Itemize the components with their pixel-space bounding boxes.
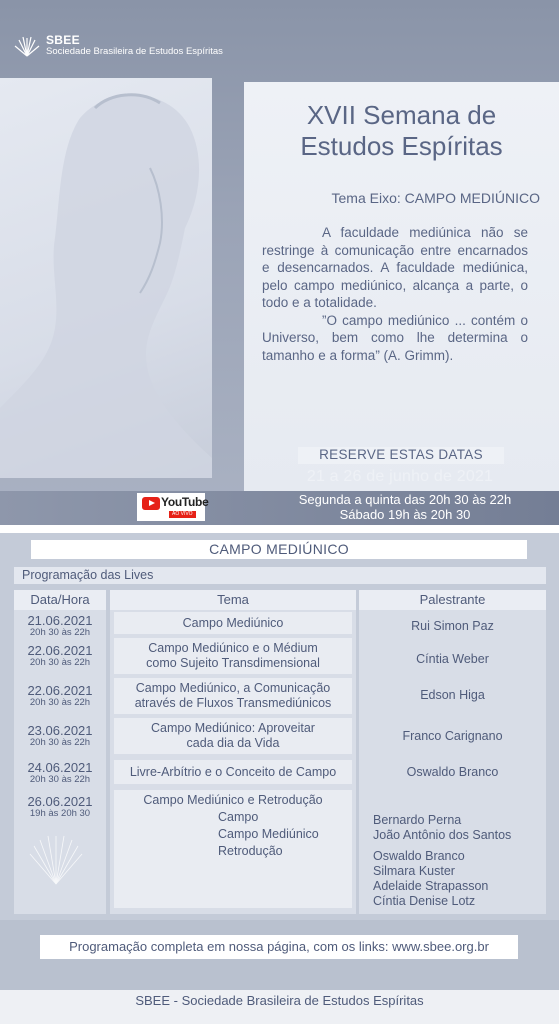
sbee-logo: [14, 34, 223, 58]
row-hour: 20h 30 às 22h: [29, 774, 91, 785]
table-row-speaker: Rui Simon Paz: [411, 619, 494, 633]
sbee-star-icon: [14, 34, 40, 58]
speaker-name: Bernardo Perna: [373, 813, 462, 827]
description: [262, 224, 528, 364]
title-line-2: Estudos Espíritas: [300, 131, 503, 161]
title-line-1: XVII Semana de: [306, 100, 497, 130]
table-row-speaker: Cíntia Weber: [416, 652, 489, 666]
portrait-silhouette: [0, 78, 212, 478]
row-tema-line: Campo Mediúnico, a Comunicação: [135, 681, 331, 695]
program-label: Programação das Lives: [14, 567, 546, 584]
grimm-quote: ”O campo mediúnico ... contém o Universo, bem como lhe determina o tamanho e a forma” (A. Grimm).: [262, 312, 528, 363]
youtube-play-icon: [142, 497, 160, 510]
row-date: 24.06.2021: [27, 760, 93, 775]
youtube-live-label: AO VIVO: [169, 511, 196, 518]
tema-eixo: Tema Eixo: CAMPO MEDIÚNICO: [331, 190, 540, 206]
table-row-date: [14, 761, 106, 785]
row-tema-line: Livre-Arbítrio e o Conceito de Campo: [129, 764, 337, 779]
row-date: 22.06.2021: [27, 683, 93, 698]
speaker-name: Oswaldo Branco: [373, 849, 465, 863]
row-tema-line: Campo Mediúnico: Aproveitar: [151, 721, 315, 735]
speaker-name: Adelaide Strapasson: [373, 879, 489, 893]
schedule-line-1: Segunda a quinta das 20h 30 às 22h: [298, 492, 512, 507]
youtube-wordmark: YouTube: [161, 495, 209, 509]
row-tema-line: através de Fluxos Transmediúnicos: [134, 696, 332, 710]
table-row-tema: [114, 760, 352, 784]
table-row-tema: [114, 638, 352, 674]
description-paragraph: A faculdade mediúnica não se restringe à comunicação entre encarnados e desencarnados. A faculdade mediúnica, pelo campo mediúnico, alcança a parte, o todo e a totalidade.: [262, 225, 528, 310]
row-tema-sub: Campo Mediúnico: [218, 827, 319, 841]
row-tema-line: cada dia da Vida: [186, 736, 280, 750]
speaker-name: Silmara Kuster: [373, 864, 455, 878]
row-tema-sub: Retrodução: [218, 844, 283, 858]
table-row-speaker: Franco Carignano: [402, 729, 503, 743]
event-dates: 21 a 26 de junho de 2021: [306, 468, 494, 485]
row-tema-line: Campo Mediúnico: [182, 615, 284, 630]
row-tema-line: Campo Mediúnico e o Médium: [148, 641, 318, 655]
reserve-label: RESERVE ESTAS DATAS: [319, 447, 483, 462]
schedule-text: [270, 492, 540, 522]
section-divider: [0, 525, 559, 533]
table-row-tema: [114, 718, 352, 754]
website-link[interactable]: Programação completa em nossa página, com os links: www.sbee.org.br: [40, 935, 518, 959]
logo-title: SBEE: [46, 33, 80, 47]
speaker-group: [373, 813, 511, 843]
schedule-line-2: Sábado 19h às 20h 30: [339, 507, 471, 522]
event-title: [244, 100, 559, 162]
row-hour: 20h 30 às 22h: [29, 627, 91, 638]
row-hour: 20h 30 às 22h: [29, 657, 91, 668]
table-row-date: [14, 644, 106, 668]
table-row-tema: [114, 678, 352, 714]
table-row-date: [14, 724, 106, 748]
program-heading: CAMPO MEDIÚNICO: [31, 540, 527, 559]
row-tema-line: como Sujeito Transdimensional: [146, 656, 320, 670]
decorative-star-icon: [28, 830, 84, 886]
table-row-tema: [114, 612, 352, 634]
logo-subtitle: Sociedade Brasileira de Estudos Espíritas: [46, 46, 223, 57]
column-header-date: Data/Hora: [14, 590, 106, 610]
row-date: 23.06.2021: [27, 723, 93, 738]
row-date: 22.06.2021: [27, 643, 93, 658]
row-hour: 20h 30 às 22h: [29, 697, 91, 708]
table-row-speaker: Oswaldo Branco: [406, 765, 499, 779]
row-hour: 20h 30 às 22h: [29, 737, 91, 748]
row-tema-sub: Campo: [218, 810, 259, 824]
column-header-speaker: Palestrante: [359, 590, 546, 610]
org-footer: SBEE - Sociedade Brasileira de Estudos Espíritas: [0, 990, 559, 1024]
table-row-date: [14, 795, 106, 819]
speaker-name: Cíntia Denise Lotz: [373, 894, 476, 908]
speaker-name: João Antônio dos Santos: [373, 828, 512, 842]
row-tema-main: Campo Mediúnico e Retrodução: [143, 793, 323, 807]
row-hour: 19h às 20h 30: [29, 808, 91, 819]
column-header-tema: Tema: [110, 590, 356, 610]
table-row-date: [14, 614, 106, 638]
row-date: 21.06.2021: [27, 613, 93, 628]
portrait-image: [0, 78, 212, 478]
table-row-speaker: Edson Higa: [420, 688, 485, 702]
table-row-date: [14, 684, 106, 708]
table-row-tema: [114, 790, 352, 908]
speaker-group: [373, 849, 488, 909]
row-date: 26.06.2021: [27, 794, 93, 809]
